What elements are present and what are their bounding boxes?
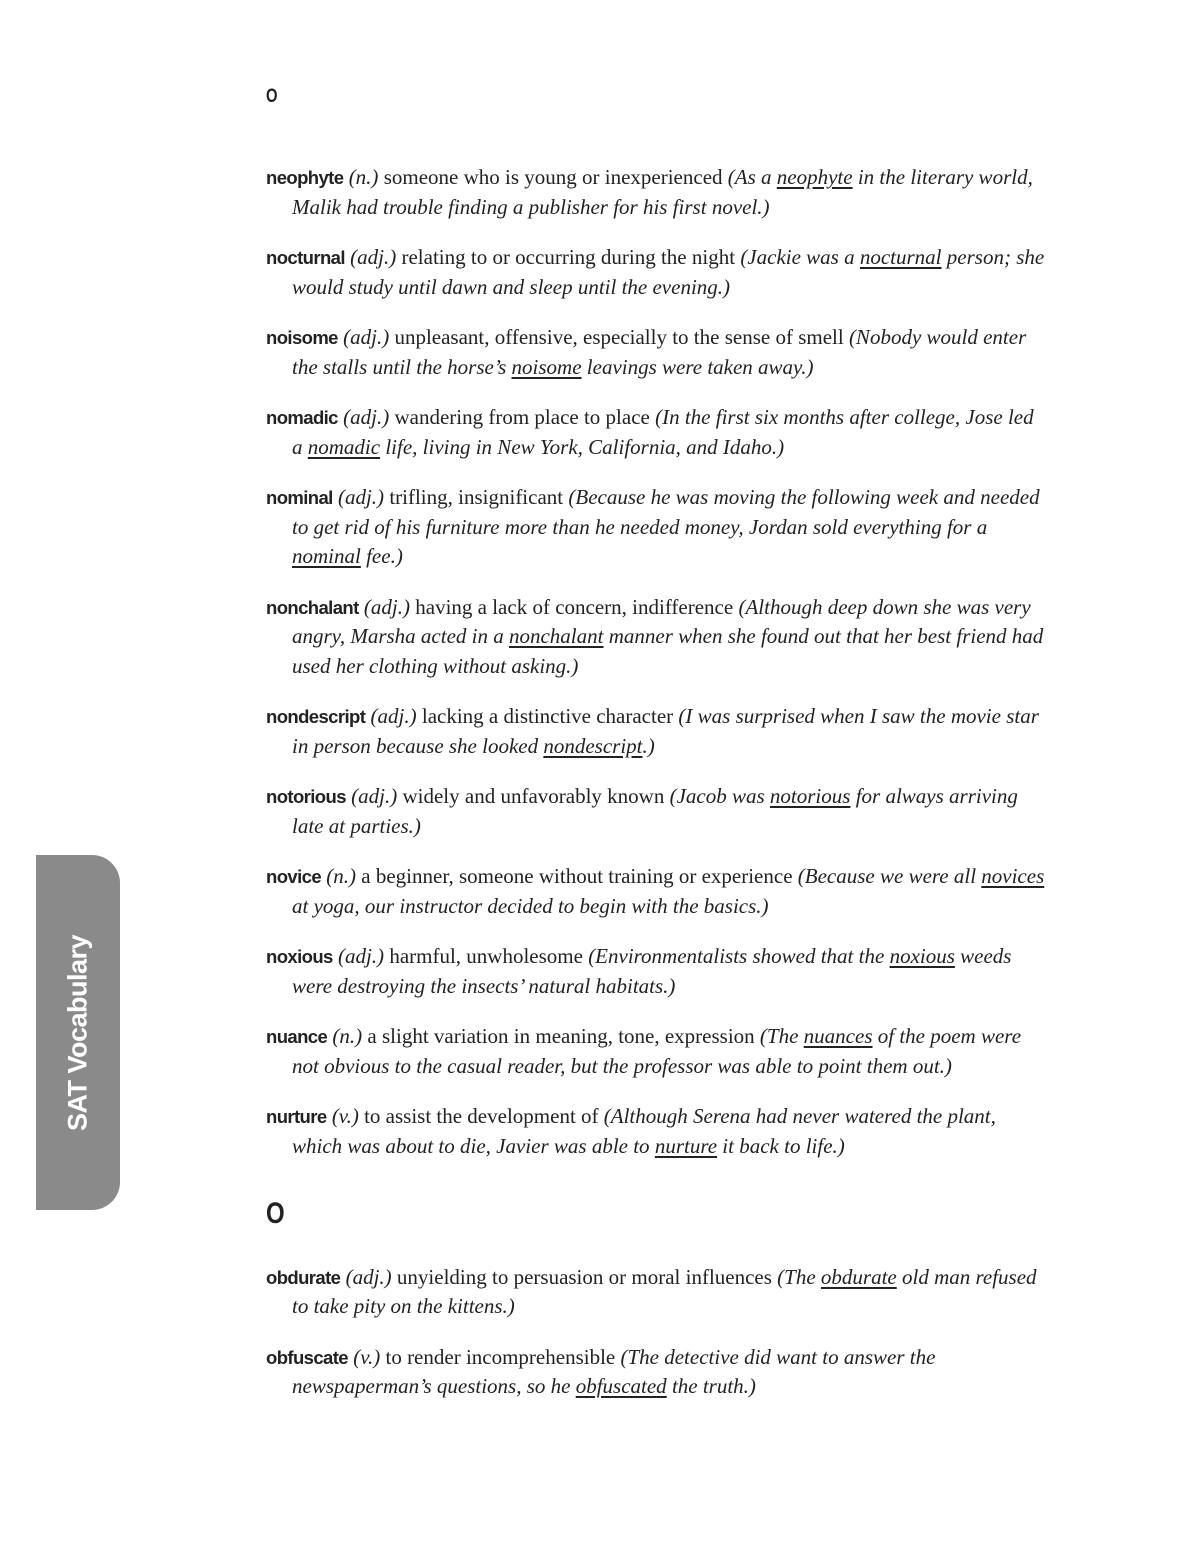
entry-definition: trifling, insignificant (384, 485, 569, 509)
entry-example-post: fee.) (360, 544, 403, 568)
entry-example-word: nocturnal (859, 245, 942, 269)
entry-nondescript (266, 702, 1046, 761)
entry-example-word: obfuscated (575, 1374, 667, 1398)
entry-definition: to assist the development of (358, 1104, 604, 1128)
entry-novice (266, 862, 1046, 921)
entry-example-post: of the poem were not obvious to the casual reader, but the professor was able to point them out.) (292, 1024, 1022, 1078)
entry-pos: (adj.) (337, 944, 385, 968)
entry-example-pre: (The (759, 1024, 804, 1048)
entry-pos: (n.) (326, 864, 357, 888)
entry-example-post: leavings were taken away.) (581, 354, 814, 379)
entry-term: nurture (266, 1106, 327, 1127)
entry-example-word: nominal (292, 544, 361, 568)
entry-example-post: at yoga, our instructor decided to begin with the basics.) (292, 893, 769, 918)
entry-example-word: nurture (654, 1133, 718, 1158)
entry-example-pre: (Although Serena had never watered the plant, which was about to die, Javier was able to (292, 1104, 996, 1158)
entry-example-pre: (Jacob was (669, 784, 770, 808)
entry-term: nuance (266, 1026, 328, 1047)
entry-example-pre: (Because he was moving the following week and needed to get rid of his furniture more than he needed money, Jordan sold everything for a (292, 485, 1040, 539)
entry-example-word: nonchalant (508, 624, 604, 648)
entry-term: nocturnal (266, 247, 345, 268)
entry-example-pre: (I was surprised when I saw the movie star in person because she looked (292, 704, 1039, 758)
entry-pos: (adj.) (343, 405, 390, 429)
entry-definition: harmful, unwholesome (384, 944, 589, 968)
entry-pos: (adj.) (370, 704, 417, 728)
entry-example-pre: (Nobody would enter the stalls until the horse’s (292, 325, 1027, 379)
entry-obfuscate (266, 1343, 1046, 1402)
entry-example-word: noisome (511, 354, 582, 379)
entry-nominal (266, 483, 1046, 572)
entry-example-word: neophyte (776, 165, 853, 189)
vocabulary-entries (266, 142, 1046, 1416)
entry-pos: (v.) (331, 1104, 359, 1128)
entry-example-post: weeds were destroying the insects’ natural habitats.) (292, 944, 1012, 998)
entry-example-pre: (Because we were all (797, 864, 982, 888)
entry-example-post: life, living in New York, California, and Idaho.) (380, 434, 785, 459)
entry-term: noxious (266, 946, 333, 967)
entry-example-pre: (As a (727, 165, 777, 189)
entry-definition: unyielding to persuasion or moral influences (391, 1264, 778, 1289)
entry-pos: (v.) (353, 1344, 381, 1369)
entry-pos: (adj.) (351, 784, 398, 808)
entry-term: neophyte (266, 167, 344, 188)
entry-definition: unpleasant, offensive, especially to the sense of smell (389, 325, 849, 349)
entry-example-pre: (The detective did want to answer the newspaperman’s questions, so he (292, 1344, 936, 1398)
entry-example-word: nondescript (543, 733, 643, 758)
entry-definition: a slight variation in meaning, tone, expression (362, 1024, 760, 1048)
entry-term: nondescript (266, 706, 366, 727)
entry-definition: relating to or occurring during the night (396, 245, 741, 269)
entry-nomadic (266, 403, 1046, 462)
entry-term: novice (266, 866, 322, 887)
entry-example-pre: (Environmentalists showed that the (588, 944, 890, 968)
chapter-side-tab (36, 855, 120, 1210)
entry-pos: (adj.) (343, 325, 390, 349)
entry-example-word: nomadic (307, 434, 381, 459)
entry-example-pre: (The (777, 1264, 821, 1289)
entry-term: nomadic (266, 407, 338, 428)
entry-example-post: the truth.) (666, 1374, 756, 1398)
entry-example-pre: (Although deep down she was very angry, Marsha acted in a (292, 594, 1031, 648)
entry-noxious (266, 942, 1046, 1001)
entry-nurture (266, 1102, 1046, 1161)
entry-example-pre: (Jackie was a (740, 245, 860, 269)
entry-noisome (266, 323, 1046, 382)
entry-term: nominal (266, 487, 333, 508)
entry-example-word: obdurate (820, 1264, 897, 1289)
entry-nonchalant (266, 593, 1046, 682)
entry-pos: (adj.) (363, 594, 410, 619)
entry-example-word: noxious (889, 944, 955, 968)
entry-pos: (adj.) (337, 485, 385, 509)
entry-neophyte (266, 163, 1046, 222)
entry-example-word: notorious (769, 784, 851, 808)
entry-example-post: .) (642, 733, 655, 758)
entry-definition: someone who is young or inexperienced (378, 165, 728, 189)
entry-example-post: for always arriving late at parties.) (292, 784, 1018, 838)
entry-term: noisome (266, 327, 338, 348)
entry-nocturnal (266, 243, 1046, 302)
entry-definition: a beginner, someone without training or experience (356, 864, 798, 888)
entry-definition: to render incomprehensible (380, 1344, 621, 1369)
entry-example-post: old man refused to take pity on the kittens.) (292, 1264, 1037, 1318)
entry-notorious (266, 782, 1046, 841)
entry-example-pre: (In the first six months after college, Jose led a (292, 405, 1034, 459)
entry-example-word: nuances (803, 1024, 873, 1048)
entry-pos: (n.) (332, 1024, 363, 1048)
entry-pos: (n.) (348, 165, 379, 189)
entry-example-post: person; she would study until dawn and sleep until the evening.) (292, 245, 1045, 299)
entry-pos: (adj.) (350, 245, 397, 269)
entry-definition: wandering from place to place (389, 405, 656, 429)
page-header-letter: O (266, 86, 278, 107)
entry-example-word: novices (981, 864, 1045, 888)
entry-pos: (adj.) (345, 1264, 392, 1289)
entry-term: obdurate (266, 1266, 341, 1288)
entry-nuance (266, 1022, 1046, 1081)
entry-term: obfuscate (266, 1346, 348, 1368)
section-heading-letter: O (266, 1196, 285, 1230)
entry-example-post: manner when she found out that her best friend had used her clothing without asking.) (292, 624, 1044, 678)
entry-definition: widely and unfavorably known (397, 784, 670, 808)
entry-example-post: it back to life.) (717, 1133, 845, 1158)
entry-definition: lacking a distinctive character (416, 704, 679, 728)
entry-example-post: in the literary world, Malik had trouble finding a publisher for his first novel.) (292, 165, 1033, 219)
entry-definition: having a lack of concern, indifference (410, 594, 739, 619)
side-tab-label: SAT Vocabulary (62, 934, 93, 1132)
entry-term: notorious (266, 786, 346, 807)
entry-obdurate (266, 1263, 1046, 1322)
entry-term: nonchalant (266, 596, 359, 618)
